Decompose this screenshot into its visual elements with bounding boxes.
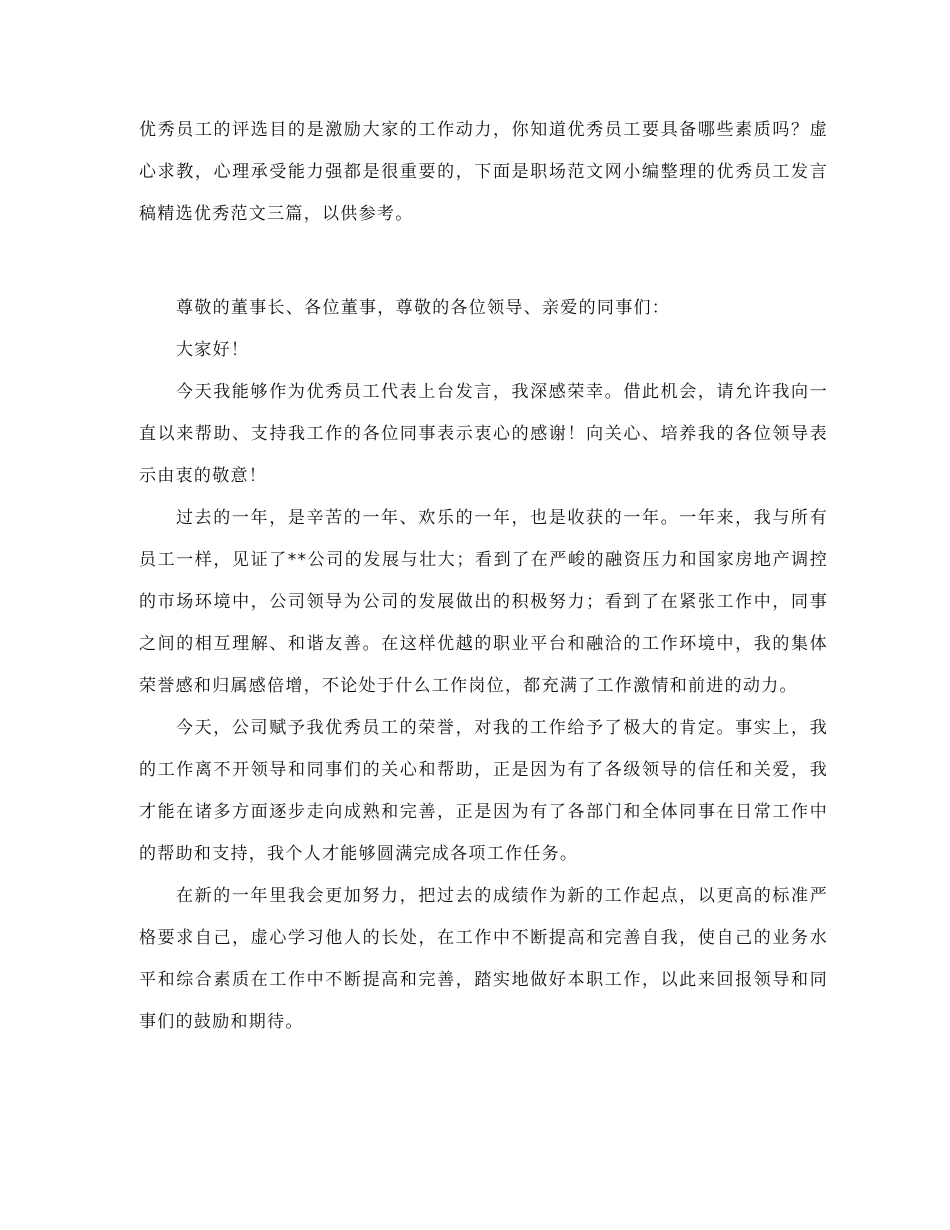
speech-section bbox=[139, 287, 828, 1043]
speech-paragraph: 今天，公司赋予我优秀员工的荣誉，对我的工作给予了极大的肯定。事实上，我的工作离不开领导和同事们的关心和帮助，正是因为有了各级领导的信任和关爱，我才能在诸多方面逐步走向成熟和完善，正是因为有了各部门和全体同事在日常工作中的帮助和支持，我个人才能够圆满完成各项工作任务。 bbox=[139, 718, 828, 864]
section-gap bbox=[139, 235, 828, 287]
speech-paragraph: 在新的一年里我会更加努力，把过去的成绩作为新的工作起点，以更高的标准严格要求自己，虚心学习他人的长处，在工作中不断提高和完善自我，使自己的业务水平和综合素质在工作中不断提高和完善，踏实地做好本职工作，以此来回报领导和同事们的鼓励和期待。 bbox=[139, 886, 828, 1032]
speech-greeting: 大家好！ bbox=[176, 340, 250, 360]
speech-paragraph: 过去的一年，是辛苦的一年、欢乐的一年，也是收获的一年。一年来，我与所有员工一样，见证了**公司的发展与壮大；看到了在严峻的融资压力和国家房地产调控的市场环境中，公司领导为公司的发展做出的积极努力；看到了在紧张工作中，同事之间的相互理解、和谐友善。在这样优越的职业平台和融洽的工作环境中，我的集体荣誉感和归属感倍增，不论处于什么工作岗位，都充满了工作激情和前进的动力。 bbox=[139, 508, 828, 696]
speech-salutation: 尊敬的董事长、各位董事，尊敬的各位领导、亲爱的同事们： bbox=[176, 298, 671, 318]
intro-paragraph: 优秀员工的评选目的是激励大家的工作动力，你知道优秀员工要具备哪些素质吗？虚心求教，心理承受能力强都是很重要的，下面是职场范文网小编整理的优秀员工发言稿精选优秀范文三篇，以供参考。 bbox=[139, 120, 828, 224]
intro-section bbox=[139, 109, 828, 235]
speech-paragraph: 今天我能够作为优秀员工代表上台发言，我深感荣幸。借此机会，请允许我向一直以来帮助、支持我工作的各位同事表示衷心的感谢！向关心、培养我的各位领导表示由衷的敬意！ bbox=[139, 382, 828, 486]
